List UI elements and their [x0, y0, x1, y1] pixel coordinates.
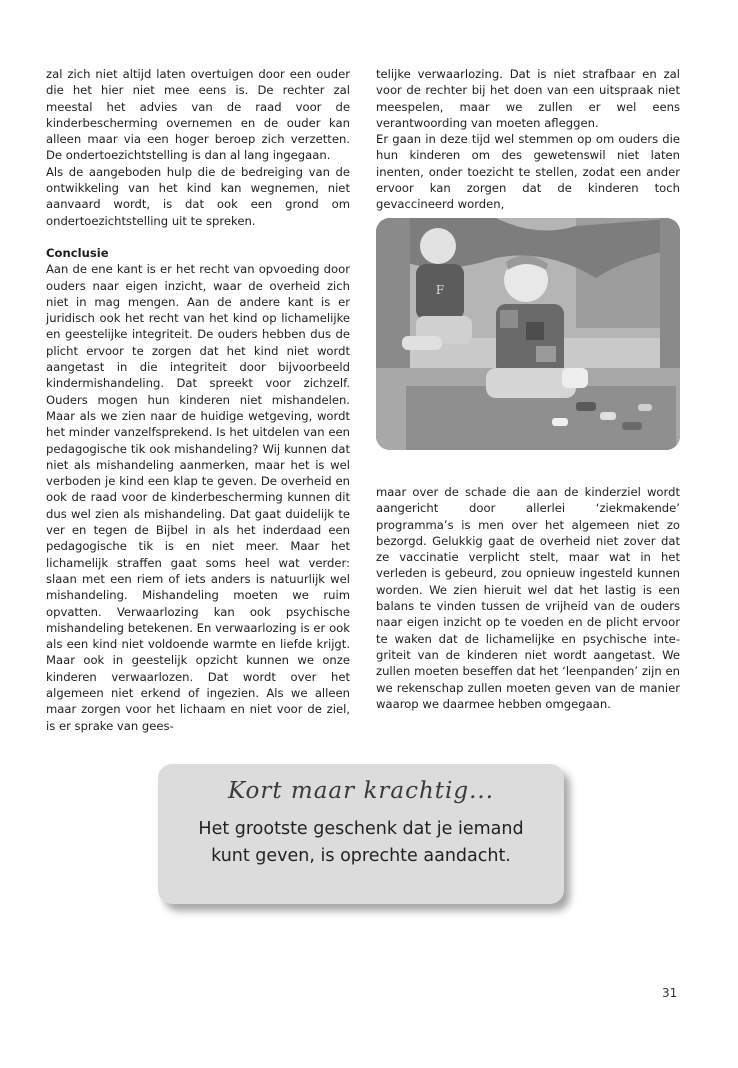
- quote-title: Kort maar krachtig...: [227, 778, 495, 804]
- paragraph: telijke verwaarlozing. Dat is niet strafbaar en zal voor de rechter bij het doen van een uitspraak niet meespelen, maar we zullen er wel eens verantwoording van moeten afleggen.: [376, 67, 680, 130]
- quote-text: [158, 816, 564, 870]
- paragraph: Aan de ene kant is er het recht van opvoeding door ouders naar eigen inzicht, waar de overheid zich niet in mag mengen. Aan de andere kant is er juridisch ook het recht van het kind op lichamelijke en geestelijke integriteit. De ouders hebben dus de plicht ervoor te zorgen dat het kind niet wordt aangetast in die integriteit door bijvoorbeeld kindermishandeling. Dat spreekt voor zichzelf. Ouders mogen hun kinderen niet mishandelen. Maar als we zien naar de huidige wetgeving, wordt het minder vanzelfsprekend. Is het uitdelen van een pedagogische tik ook mishandeling? Wij kunnen dat niet als mishandeling aanmerken, maar het is wel verboden je kind een klap te geven. De overheid en ook de raad voor de kinderbescherming kunnen dit dus wel zien als mishandeling. Dat gaat duidelijk te ver en tegen de Bijbel in als het inderdaad een pedagogische tik is en niet meer. Maar het lichamelijk straffen gaat soms heel wat verder: slaan met een riem of iets anders is natuurlijk wel mishandeling. Mishandeling moeten we ruim opvatten. Verwaarlozing kan ook psychische mishandeling betekenen. En verwaarlozing is er ook als een kind niet voldoende warmte en liefde krijgt. Maar ook in geestelijk opzicht kunnen we onze kinderen verwaarlozen. Dat wordt over het algemeen niet erkend of ingezien. Als we alleen maar zorgen voor het lichaam en niet voor de ziel, is er sprake van gees-: [46, 262, 350, 733]
- children-photo: [376, 218, 680, 450]
- paragraph: Als de aangeboden hulp die de bedreiging van de ontwikkeling van het kind kan wegnemen, niet aanvaard wordt, is dat ook een grond om ondertoezichtstelling uit te spreken.: [46, 164, 350, 228]
- quote-line: kunt geven, is oprechte aandacht.: [211, 846, 511, 866]
- paragraph: Er gaan in deze tijd wel stemmen op om ouders die hun kinderen om des gewetenswil niet laten inenten, onder toezicht te stellen, zodat een ander ervoor kan zorgen dat de kinderen toch gevaccineerd worden,: [376, 132, 680, 212]
- children-photo-illustration: [376, 218, 680, 450]
- page-number: 31: [662, 986, 678, 1000]
- quote-line: Het grootste geschenk dat je iemand: [198, 819, 524, 839]
- paragraph: zal zich niet altijd laten overtuigen door een ouder die het hier niet mee eens is. De rechter zal meestal het advies van de raad voor de kinderbescherming overnemen en de ouder kan alleen maar via een hoger beroep zich verzetten. De ondertoezichtstelling is dan al lang ingegaan.: [46, 67, 350, 163]
- shirt-letter: F: [435, 283, 445, 297]
- right-column-bottom: [376, 484, 680, 712]
- paragraph: maar over de schade die aan de kinderziel wordt aangericht door allerlei ‘ziekmakende’ programma’s is men over het algemeen niet zo bezorgd. Gelukkig gaat de overheid niet zover dat ze vaccinatie verplicht stelt, maar wat in het verleden is gebeurd, zou opnieuw ingesteld kunnen worden. We zien hieruit wel dat het lastig is een balans te vinden tussen de vrijheid van de ouders naar eigen inzicht op te voeden en de plicht ervoor te waken dat de lichamelijke en psychische integriteit van de kinderen niet wordt aangetast. We zullen moeten beseffen dat het ‘leenpanden’ zijn en we rekenschap zullen moeten geven van de manier waarop we daarmee hebben omgegaan.: [376, 485, 680, 711]
- quote-box: [158, 764, 564, 904]
- section-heading: Conclusie: [46, 245, 109, 260]
- left-column: [46, 66, 350, 734]
- right-column-top: [376, 66, 680, 213]
